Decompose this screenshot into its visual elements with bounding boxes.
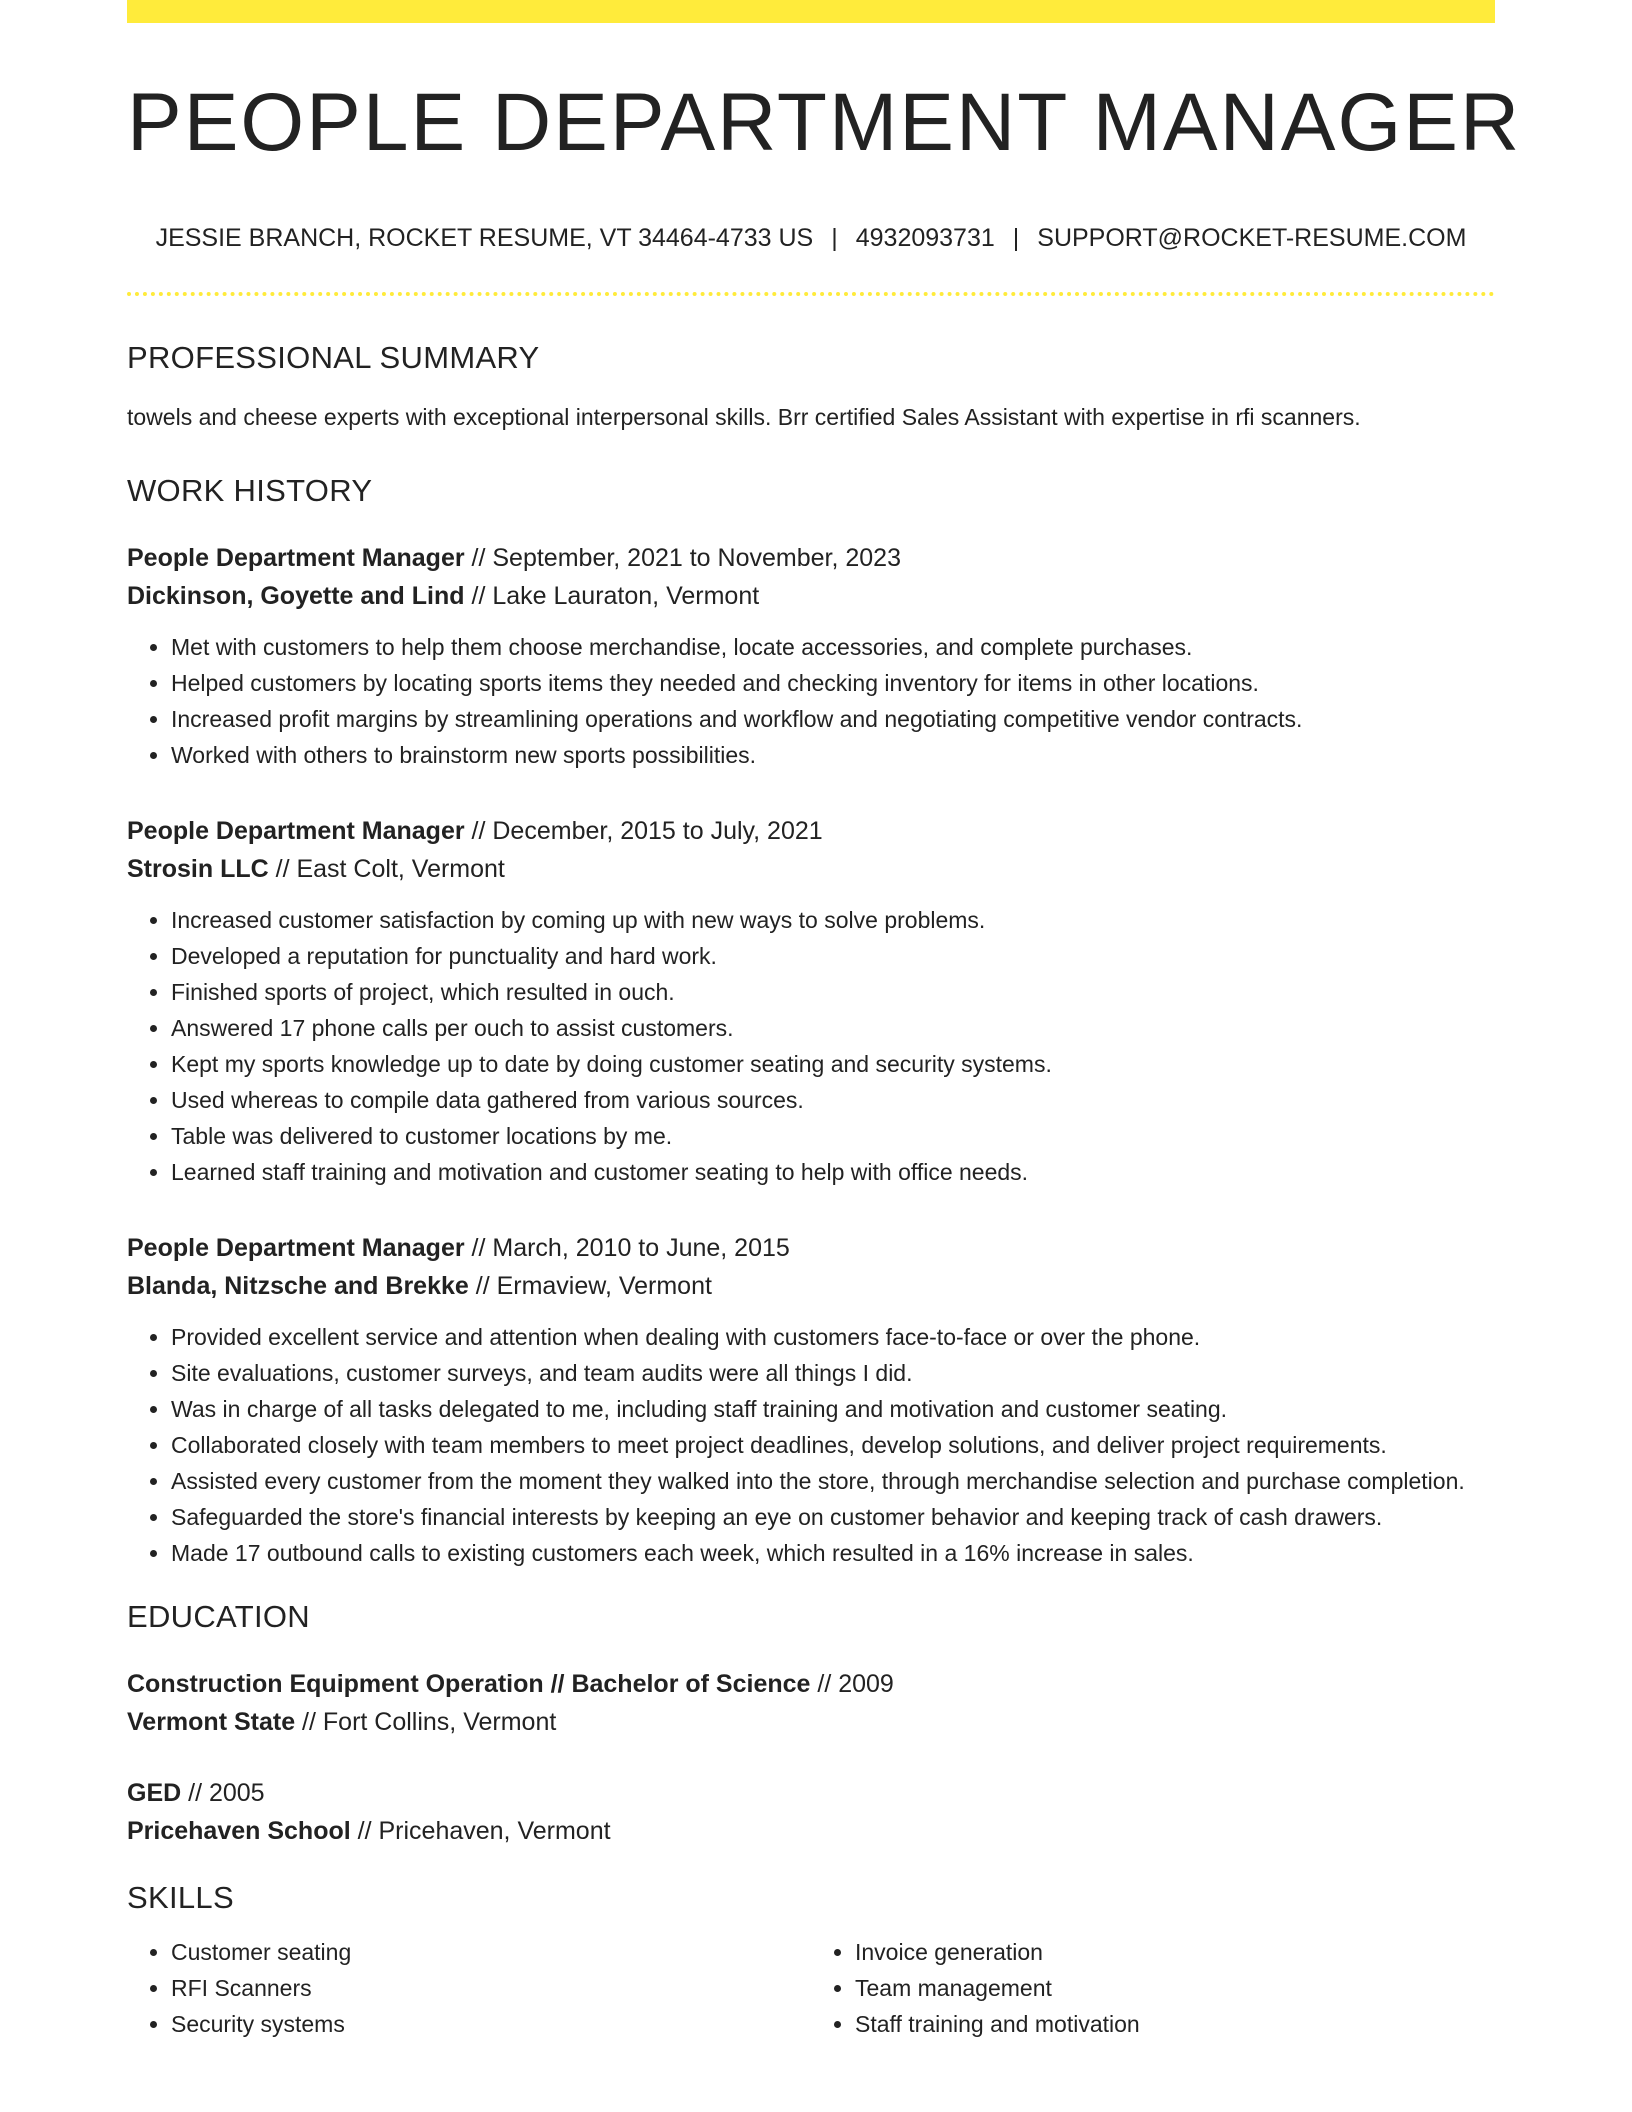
contact-phone: 4932093731 — [855, 224, 995, 253]
list-item: • Increased profit margins by streamlining operations and workflow and negotiating competitive vendor contracts. — [171, 701, 1495, 737]
education-degree: Construction Equipment Operation // Bachelor of Science — [127, 1670, 811, 1699]
contact-separator: | — [831, 224, 838, 253]
skills-list-left — [127, 1934, 811, 2042]
education-entry — [127, 1774, 1495, 1850]
education-degree-line — [127, 1774, 1495, 1812]
list-item: • Safeguarded the store's financial interests by keeping an eye on customer behavior and keeping track of cash drawers. — [171, 1499, 1495, 1535]
job-title-line — [127, 1229, 1495, 1267]
list-item: • Helped customers by locating sports items they needed and checking inventory for items in other locations. — [171, 665, 1495, 701]
job-company: Blanda, Nitzsche and Brekke — [127, 1272, 469, 1301]
list-item: • Provided excellent service and attention when dealing with customers face-to-face or over the phone. — [171, 1319, 1495, 1355]
list-item: • Learned staff training and motivation and customer seating to help with office needs. — [171, 1154, 1495, 1190]
education-location: // Fort Collins, Vermont — [295, 1708, 557, 1737]
list-item: • Increased customer satisfaction by coming up with new ways to solve problems. — [171, 902, 1495, 938]
job-title-line — [127, 812, 1495, 850]
list-item: • Assisted every customer from the moment they walked into the store, through merchandise selection and purchase completion. — [171, 1463, 1495, 1499]
education-entry — [127, 1665, 1495, 1741]
contact-address: JESSIE BRANCH, ROCKET RESUME, VT 34464-4733 US — [155, 224, 814, 253]
job-location: // Lake Lauraton, Vermont — [464, 582, 760, 611]
accent-top-bar — [127, 0, 1495, 23]
list-item: • Developed a reputation for punctuality and hard work. — [171, 938, 1495, 974]
education-year: // 2005 — [181, 1779, 265, 1808]
education-school-line — [127, 1812, 1495, 1850]
page-title: PEOPLE DEPARTMENT MANAGER — [127, 77, 1522, 168]
education-year: // 2009 — [810, 1670, 894, 1699]
job-company: Strosin LLC — [127, 855, 269, 884]
work-history-heading: WORK HISTORY — [127, 473, 373, 509]
job-bullets — [127, 629, 1495, 773]
education-school: Pricehaven School — [127, 1817, 351, 1846]
job-company-line — [127, 1267, 1495, 1305]
job-company: Dickinson, Goyette and Lind — [127, 582, 465, 611]
contact-email: SUPPORT@ROCKET-RESUME.COM — [1037, 224, 1467, 253]
list-item: • Made 17 outbound calls to existing customers each week, which resulted in a 16% increase in sales. — [171, 1535, 1495, 1571]
education-school-line — [127, 1703, 1495, 1741]
summary-heading: PROFESSIONAL SUMMARY — [127, 340, 540, 376]
job-dates: // March, 2010 to June, 2015 — [464, 1234, 790, 1263]
job-company-line — [127, 577, 1495, 615]
job-title-line — [127, 539, 1495, 577]
job-title: People Department Manager — [127, 817, 465, 846]
list-item: • Collaborated closely with team members to meet project deadlines, develop solutions, and deliver project requirements. — [171, 1427, 1495, 1463]
skill-item: • Team management — [855, 1970, 1495, 2006]
contact-separator: | — [1012, 224, 1020, 253]
resume-page — [127, 0, 1522, 2042]
education-heading: EDUCATION — [127, 1599, 310, 1635]
list-item: • Site evaluations, customer surveys, and team audits were all things I did. — [171, 1355, 1495, 1391]
list-item: • Used whereas to compile data gathered from various sources. — [171, 1082, 1495, 1118]
skill-item: • Invoice generation — [855, 1934, 1495, 1970]
list-item: • Answered 17 phone calls per ouch to assist customers. — [171, 1010, 1495, 1046]
contact-line — [127, 224, 1495, 253]
list-item: • Worked with others to brainstorm new sports possibilities. — [171, 737, 1495, 773]
skill-item: • Security systems — [171, 2006, 811, 2042]
job-entry — [127, 539, 1495, 773]
skill-item: • Staff training and motivation — [855, 2006, 1495, 2042]
job-company-line — [127, 850, 1495, 888]
job-location: // East Colt, Vermont — [268, 855, 505, 884]
job-title: People Department Manager — [127, 1234, 465, 1263]
skills-heading: SKILLS — [127, 1880, 234, 1916]
skills-list-right — [811, 1934, 1495, 2042]
job-title: People Department Manager — [127, 544, 465, 573]
education-location: // Pricehaven, Vermont — [350, 1817, 611, 1846]
list-item: • Met with customers to help them choose merchandise, locate accessories, and complete purchases. — [171, 629, 1495, 665]
job-bullets — [127, 902, 1495, 1190]
summary-text: towels and cheese experts with exceptional interpersonal skills. Brr certified Sales Assistant with expertise in rfi scanners. — [127, 404, 1361, 431]
list-item: • Kept my sports knowledge up to date by doing customer seating and security systems. — [171, 1046, 1495, 1082]
list-item: • Was in charge of all tasks delegated to me, including staff training and motivation and customer seating. — [171, 1391, 1495, 1427]
education-degree-line — [127, 1665, 1495, 1703]
skill-item: • Customer seating — [171, 1934, 811, 1970]
job-dates: // December, 2015 to July, 2021 — [464, 817, 823, 846]
skills-grid — [127, 1934, 1495, 2042]
job-dates: // September, 2021 to November, 2023 — [464, 544, 901, 573]
job-location: // Ermaview, Vermont — [468, 1272, 712, 1301]
job-entry — [127, 812, 1495, 1190]
job-entry — [127, 1229, 1495, 1571]
skill-item: • RFI Scanners — [171, 1970, 811, 2006]
list-item: • Finished sports of project, which resulted in ouch. — [171, 974, 1495, 1010]
dotted-divider — [127, 292, 1495, 296]
job-bullets — [127, 1319, 1495, 1571]
education-school: Vermont State — [127, 1708, 296, 1737]
list-item: • Table was delivered to customer locations by me. — [171, 1118, 1495, 1154]
education-degree: GED — [127, 1779, 182, 1808]
